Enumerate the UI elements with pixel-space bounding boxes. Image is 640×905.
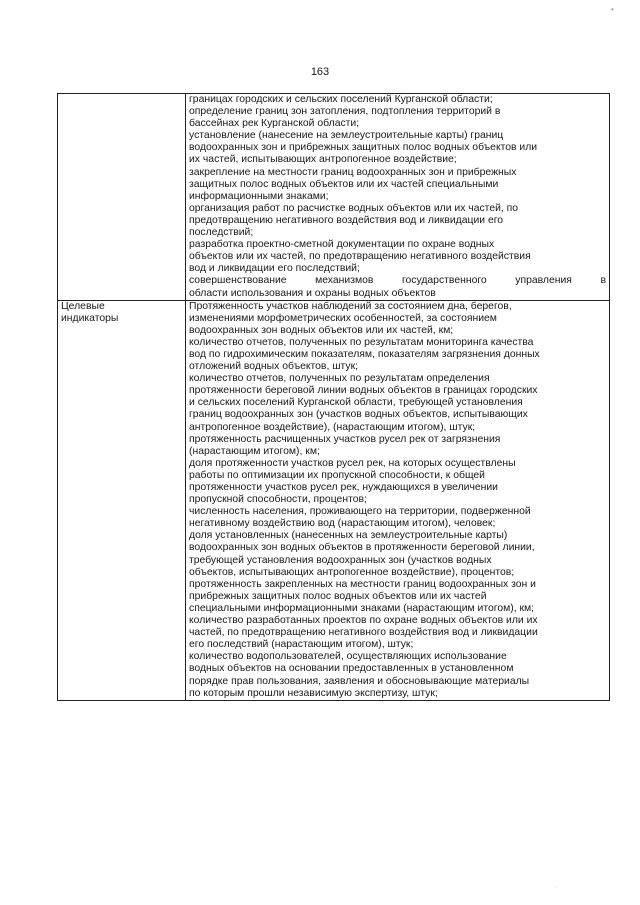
text-line: количество разработанных проектов по охране водных объектов или их [189, 615, 538, 627]
text-line: протяженности участков русел рек, нуждающихся в увеличении [189, 482, 498, 493]
text-line: по которым прошли независимую экспертизу, штук; [189, 687, 438, 699]
text-line: порядке прав пользования, заявления и обосновывающие материалы [189, 675, 530, 687]
text-line: количество отчетов, полученных по результатам мониторинга качества [189, 336, 534, 348]
text-line: совершенствование механизмов государственного управления в [189, 275, 606, 287]
text-line: установление (нанесение на землеустроительные карты) границ [189, 130, 504, 142]
text-line: антропогенное воздействие), (нарастающим итогом), штук; [189, 421, 476, 433]
text-line: доля установленных (нанесенных на землеустроительные карты) [189, 530, 508, 542]
row-label [61, 301, 182, 325]
row-label-cell [58, 94, 186, 301]
text-line: защитных полос водных объектов или их частей специальными [189, 178, 499, 190]
text-line: организация работ по расчистке водных объектов или их частей, по [189, 202, 519, 214]
text-line: объектов или их частей, по предотвращению негативного воздействия [189, 251, 531, 263]
text-line: бассейнах рек Курганской области; [189, 118, 360, 130]
text-line: негативному воздействию вод (нарастающим итогом), человек; [189, 518, 496, 530]
text-line: численность населения, проживающего на территории, подверженной [189, 506, 531, 518]
text-line: вод и ликвидации его последствий; [189, 263, 360, 275]
scan-mark: · [555, 884, 558, 891]
text-line: Протяженность участков наблюдений за состоянием дна, берегов, [189, 300, 512, 312]
text-line: границах городских и сельских поселений Курганской области; [189, 94, 493, 105]
text-line: и сельских поселений Курганской области, требующей установления [189, 397, 523, 409]
text-line: частей, по предотвращению негативного воздействия вод и ликвидации [189, 627, 538, 639]
text-line: вод по гидрохимическим показателям, показателям загрязнения донных [189, 348, 540, 360]
text-line: объектов, испытывающих антропогенное воздействие), процентов; [189, 566, 515, 578]
text-line: протяженность закрепленных на местности границ водоохранных зон и [189, 578, 536, 590]
text-line: количество отчетов, полученных по результатам определения [189, 373, 490, 385]
text-line: водоохранных зон водных объектов в протяженности береговой линии, [189, 542, 535, 554]
row-content-cell [186, 94, 610, 301]
text-line: количество водопользователей, осуществляющих использование [189, 651, 507, 663]
text-line: (нарастающим итогом), км; [189, 445, 320, 457]
text-line: определение границ зон затопления, подтопления территорий в [189, 106, 501, 118]
text-line: информационными знаками; [189, 190, 329, 202]
page-number: 163 [310, 66, 330, 78]
text-line: разработка проектно-сметной документации по охране водных [189, 239, 495, 251]
table-row [58, 94, 610, 301]
text-line: пропускной способности, процентов; [189, 494, 367, 506]
row-content-cell [186, 300, 610, 700]
text-line: доля протяженности участков русел рек, на которых осуществлены [189, 457, 516, 469]
text-block [189, 301, 606, 700]
text-line: последствий; [189, 227, 254, 239]
text-line: закрепление на местности границ водоохранных зон и прибрежных [189, 166, 517, 178]
text-line: предотвращению негативного воздействия вод и ликвидации его [189, 214, 504, 226]
text-line: отложений водных объектов, штук; [189, 361, 359, 373]
text-line: индикаторы [61, 312, 119, 324]
text-line: требующей установления водоохранных зон (участков водных [189, 554, 492, 566]
text-line: водоохранных зон и прибрежных защитных полос водных объектов или [189, 142, 538, 154]
text-line: прибрежных защитных полос водных объектов или их частей [189, 590, 487, 602]
text-line: изменениями морфометрических особенностей, за состоянием [189, 312, 497, 324]
text-line: области использования и охраны водных объектов [189, 287, 436, 299]
text-line: Целевые [61, 300, 105, 312]
text-line: его последствий (нарастающим итогом), штук; [189, 639, 414, 651]
text-line: специальными информационными знаками (нарастающим итогом), км; [189, 602, 535, 614]
text-line: протяженности береговой линии водных объектов в границах городских [189, 385, 538, 397]
text-line: границ водоохранных зон (участков водных объектов, испытывающих [189, 409, 528, 421]
text-block [189, 94, 606, 300]
text-line: водных объектов на основании предоставленных в установленном [189, 663, 514, 675]
text-line: протяженность расчищенных участков русел рек от загрязнения [189, 433, 501, 445]
program-table [57, 93, 610, 701]
text-line: работы по оптимизации их пропускной способности, к общей [189, 469, 485, 481]
scan-mark: • [611, 5, 614, 14]
text-line: водоохранных зон водных объектов или их частей, км; [189, 324, 454, 336]
text-line: их частей, испытывающих антропогенное воздействие; [189, 154, 457, 166]
table-row [58, 300, 610, 700]
row-label-cell [58, 300, 186, 700]
